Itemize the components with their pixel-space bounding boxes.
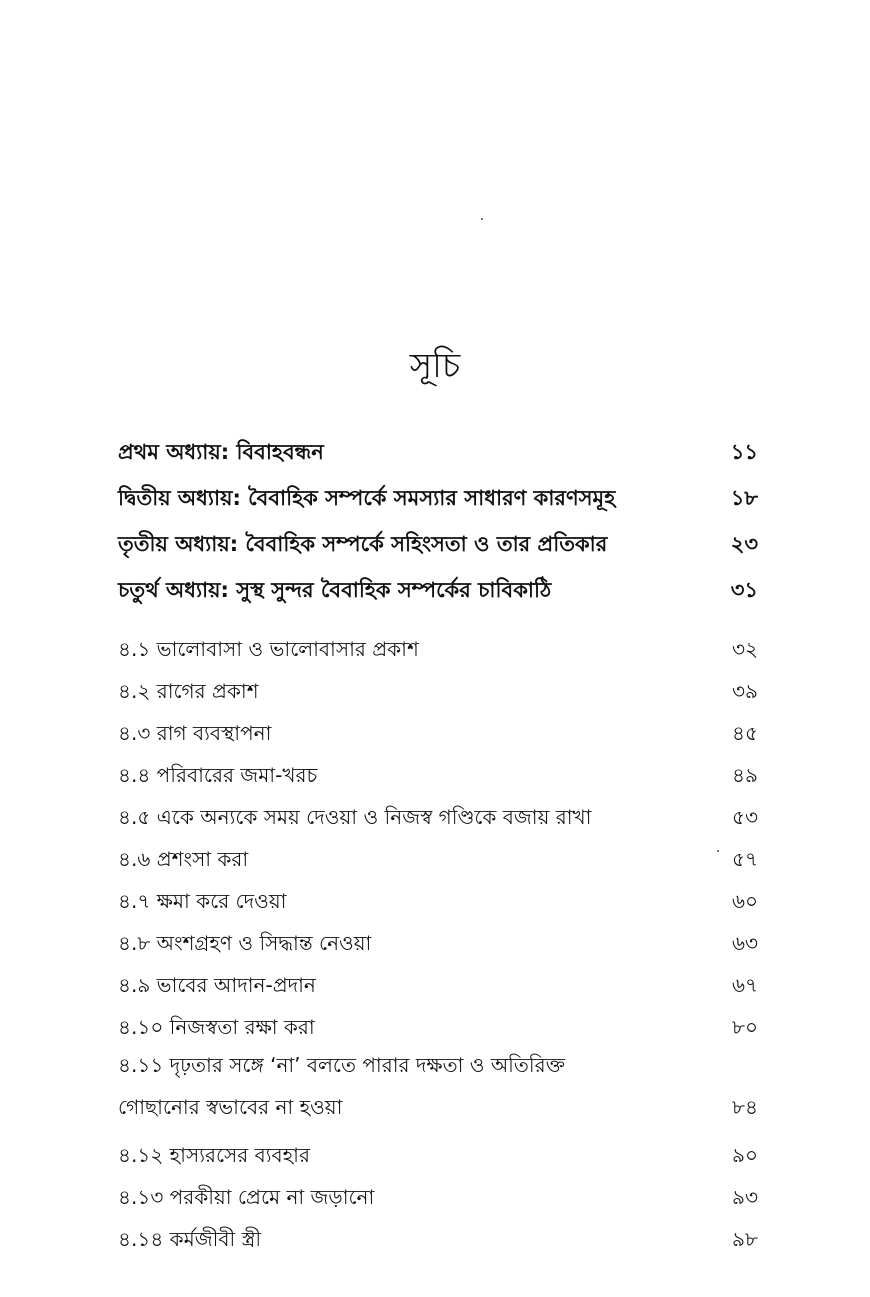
toc-section-row[interactable] xyxy=(118,924,758,966)
section-label: ৪.১২ হাস্যরসের ব্যবহার xyxy=(118,1142,310,1167)
chapter-label: প্রথম অধ্যায়: বিবাহবন্ধন xyxy=(118,439,324,464)
toc-section-row[interactable] xyxy=(118,966,758,1008)
toc-section-row[interactable] xyxy=(118,840,758,882)
section-label: ৪.৭ ক্ষমা করে দেওয়া xyxy=(118,888,287,913)
section-label xyxy=(118,1044,732,1128)
section-label: ৪.১৪ কর্মজীবী স্ত্রী xyxy=(118,1226,262,1251)
table-of-contents xyxy=(118,430,758,1262)
section-label-line: গোছানোর স্বভাবের না হওয়া xyxy=(118,1095,343,1119)
chapter-label: তৃতীয় অধ্যায়: বৈবাহিক সম্পর্কে সহিংসতা ও তার প্রতিকার xyxy=(118,531,608,556)
page-number: ৩১ xyxy=(730,577,758,602)
page-number: ৯৮ xyxy=(732,1226,758,1251)
page-number: ৮৪ xyxy=(732,1095,758,1119)
page-number: ৬০ xyxy=(731,888,758,913)
page-number: ৪৯ xyxy=(732,762,758,787)
section-label-line: ৪.১১ দৃঢ়তার সঙ্গে ‘না’ বলতে পারার দক্ষতা ও অতিরিক্ত xyxy=(118,1053,566,1077)
chapter-label: দ্বিতীয় অধ্যায়: বৈবাহিক সম্পর্কে সমস্যার সাধারণ কারণসমূহ xyxy=(118,485,616,510)
toc-section-row[interactable] xyxy=(118,1220,758,1262)
section-label: ৪.১ ভালোবাসা ও ভালোবাসার প্রকাশ xyxy=(118,636,419,661)
toc-section-row[interactable] xyxy=(118,1178,758,1220)
section-label: ৪.৩ রাগ ব্যবস্থাপনা xyxy=(118,720,272,745)
page-number: ৬৩ xyxy=(731,930,758,955)
page-number: ৩৯ xyxy=(732,678,758,703)
page-number: ৯৩ xyxy=(732,1184,758,1209)
page-number: ৬৭ xyxy=(731,972,758,997)
section-label: ৪.৫ একে অন্যকে সময় দেওয়া ও নিজস্ব গণ্ডিকে বজায় রাখা xyxy=(118,804,592,829)
toc-section-row[interactable] xyxy=(118,798,758,840)
toc-section-row[interactable] xyxy=(118,756,758,798)
page-number: ২৩ xyxy=(730,531,758,556)
print-speck xyxy=(481,218,483,220)
page-number: ৩২ xyxy=(731,636,758,661)
toc-section-row[interactable] xyxy=(118,630,758,672)
page-title: সূচি xyxy=(409,346,461,386)
toc-section-row[interactable] xyxy=(118,1050,758,1136)
page-number: ৫৩ xyxy=(732,804,758,829)
page-number: ৫৭ xyxy=(732,846,758,871)
section-label: ৪.৮ অংশগ্রহণ ও সিদ্ধান্ত নেওয়া xyxy=(118,930,372,955)
page-number: ৯০ xyxy=(732,1142,758,1167)
toc-section-row[interactable] xyxy=(118,714,758,756)
toc-section-row[interactable] xyxy=(118,672,758,714)
section-label: ৪.৯ ভাবের আদান-প্রদান xyxy=(118,972,316,997)
page-number: ৪৫ xyxy=(732,720,758,745)
spacer xyxy=(118,614,758,630)
toc-section-row[interactable] xyxy=(118,882,758,924)
chapter-label: চতুর্থ অধ্যায়: সুস্থ সুন্দর বৈবাহিক সম্পর্কের চাবিকাঠি xyxy=(118,577,552,602)
section-label: ৪.১৩ পরকীয়া প্রেমে না জড়ানো xyxy=(118,1184,375,1209)
page-number: ৮০ xyxy=(732,1014,758,1039)
section-label: ৪.১০ নিজস্বতা রক্ষা করা xyxy=(118,1014,315,1039)
toc-chapter-row[interactable] xyxy=(118,430,758,476)
toc-chapter-row[interactable] xyxy=(118,568,758,614)
toc-section-row[interactable] xyxy=(118,1136,758,1178)
page-number: ১১ xyxy=(730,439,758,464)
toc-chapter-row[interactable] xyxy=(118,522,758,568)
section-label: ৪.৬ প্রশংসা করা xyxy=(118,846,249,871)
toc-chapter-row[interactable] xyxy=(118,476,758,522)
section-label: ৪.২ রাগের প্রকাশ xyxy=(118,678,259,703)
page-number: ১৮ xyxy=(730,485,758,510)
section-label: ৪.৪ পরিবারের জমা-খরচ xyxy=(118,762,318,787)
